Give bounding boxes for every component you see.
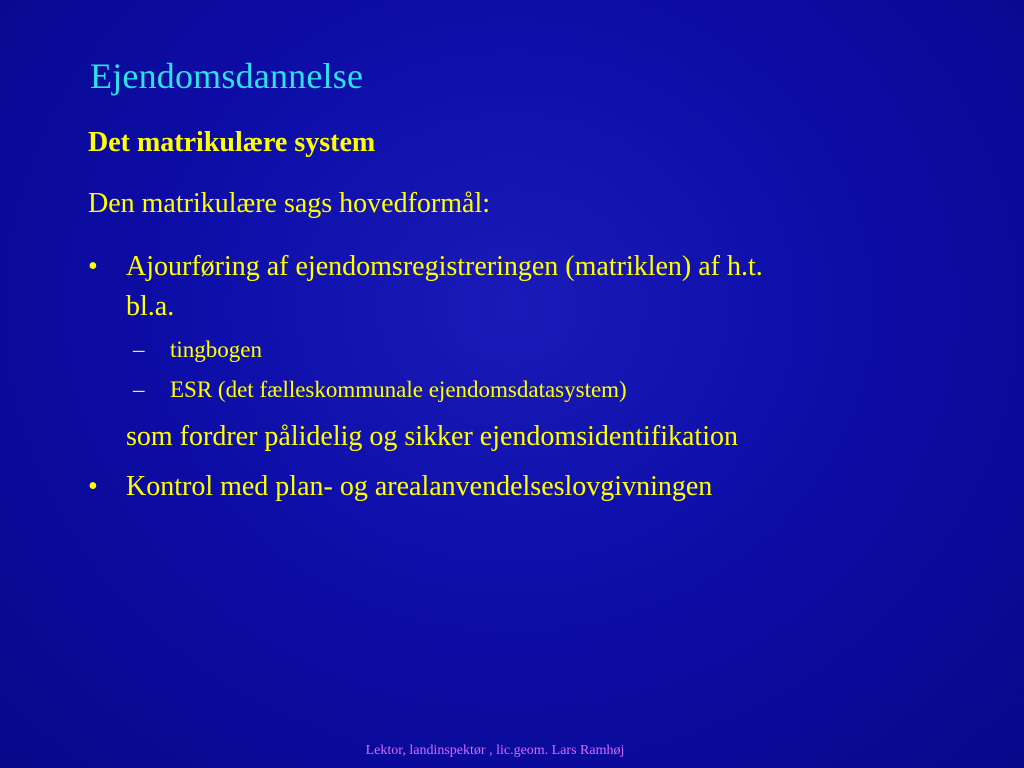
slide-subheading: Det matrikulære system: [88, 127, 376, 158]
slide-title: Ejendomsdannelse: [90, 56, 364, 96]
sub-bullet-marker: –: [133, 377, 145, 402]
slide-footer: [0, 743, 990, 759]
footer-author: Lektor, landinspektør , lic.geom. Lars Ramhøj: [365, 743, 625, 758]
bullet-marker: •: [88, 471, 98, 502]
intro-text: Den matrikulære sags hovedformål:: [88, 188, 491, 219]
sub-bullet-text: ESR (det fælleskommunale ejendomsdatasystem): [170, 377, 627, 402]
bullet-text-continuation: bl.a.: [126, 291, 175, 322]
sub-bullet-text: tingbogen: [170, 337, 262, 362]
sub-bullet-marker: –: [133, 337, 145, 362]
bullet-text: Kontrol med plan- og arealanvendelseslovgivningen: [126, 471, 713, 502]
bullet-followup-text: som fordrer pålidelig og sikker ejendomsidentifikation: [126, 421, 738, 452]
bullet-marker: •: [88, 251, 98, 282]
bullet-text: Ajourføring af ejendomsregistreringen (matriklen) af h.t.: [126, 251, 763, 282]
